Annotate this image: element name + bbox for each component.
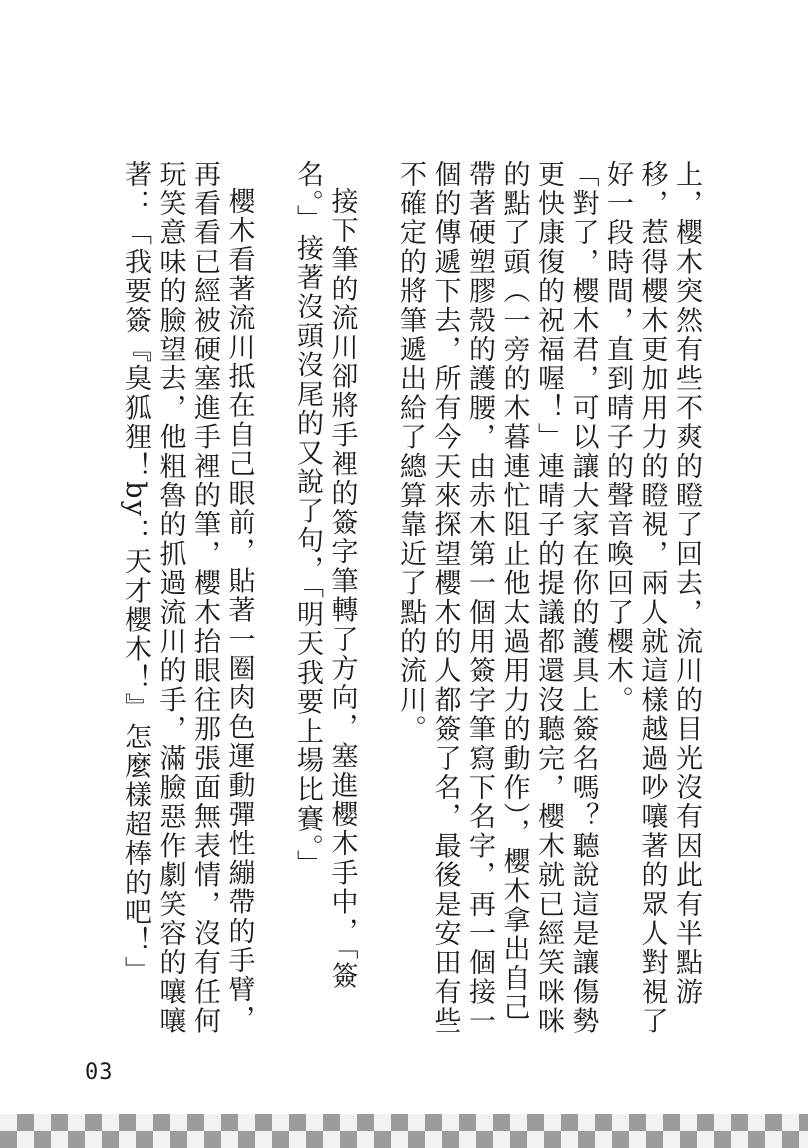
checker-square xyxy=(680,1114,697,1131)
checker-square xyxy=(561,1131,578,1148)
checker-square xyxy=(153,1131,170,1148)
page-number: 03 xyxy=(85,1060,114,1085)
checker-square xyxy=(646,1114,663,1131)
checker-square xyxy=(306,1114,323,1131)
checker-square xyxy=(68,1114,85,1131)
checker-square xyxy=(34,1114,51,1131)
checker-square xyxy=(663,1131,680,1148)
vertical-text-body xyxy=(118,160,704,1040)
checker-square xyxy=(799,1131,808,1148)
checker-square xyxy=(714,1114,731,1131)
checker-square xyxy=(289,1131,306,1148)
checker-square xyxy=(765,1131,782,1148)
checker-square xyxy=(0,1114,17,1131)
paragraph-3: 接下筆的流川卻將手裡的簽字筆轉了方向，塞進櫻木手中，「簽名。」接著沒頭沒尾的又說了句，「明天我要上場比賽。」 xyxy=(292,160,358,992)
checker-square xyxy=(17,1131,34,1148)
checker-square xyxy=(748,1114,765,1131)
checker-square xyxy=(527,1131,544,1148)
checker-square xyxy=(136,1114,153,1131)
checker-square xyxy=(119,1131,136,1148)
checker-square xyxy=(170,1114,187,1131)
checker-square xyxy=(782,1114,799,1131)
checker-square xyxy=(612,1114,629,1131)
checker-square xyxy=(459,1131,476,1148)
checker-square xyxy=(187,1131,204,1148)
checker-square xyxy=(493,1131,510,1148)
checker-square xyxy=(408,1114,425,1131)
checker-square xyxy=(51,1131,68,1148)
checker-square xyxy=(374,1114,391,1131)
checker-square xyxy=(323,1131,340,1148)
checker-square xyxy=(204,1114,221,1131)
checker-square xyxy=(731,1131,748,1148)
checker-square xyxy=(476,1114,493,1131)
checker-square xyxy=(578,1114,595,1131)
checker-square xyxy=(425,1131,442,1148)
checker-square xyxy=(391,1131,408,1148)
checker-square xyxy=(595,1131,612,1148)
checker-square xyxy=(272,1114,289,1131)
checker-square xyxy=(442,1114,459,1131)
checker-square xyxy=(544,1114,561,1131)
checker-square xyxy=(221,1131,238,1148)
checker-square xyxy=(510,1114,527,1131)
paragraph-4: 櫻木看著流川抵在自己眼前，貼著一圈肉色運動彈性繃帶的手臂，再看看已經被硬塞進手裡的筆，櫻木抬眼往那張面無表情，沒有任何玩笑意味的臉望去，他粗魯的抓過流川的手，滿臉惡作劇笑容的嚷嚷著：「我要簽『臭狐狸！by：天才櫻木！』怎麼樣超棒的吧！」 xyxy=(120,160,255,1036)
checker-square xyxy=(357,1131,374,1148)
checker-square xyxy=(629,1131,646,1148)
checker-square xyxy=(255,1131,272,1148)
checker-square xyxy=(697,1131,714,1148)
checker-square xyxy=(85,1131,102,1148)
paragraph-1: 上，櫻木突然有些不爽的瞪了回去，流川的目光沒有因此有半點游移，惹得櫻木更加用力的瞪視，兩人就這樣越過吵嚷著的眾人對視了好一段時間，直到晴子的聲音喚回了櫻木。 xyxy=(602,160,702,1036)
checker-square xyxy=(238,1114,255,1131)
checker-square xyxy=(102,1114,119,1131)
checkered-footer-band xyxy=(0,1114,808,1148)
paragraph-2: 「對了，櫻木君，可以讓大家在你的護具上簽名嗎？聽說這是讓傷勢更快康復的祝福喔！」連晴子的提議都還沒聽完，櫻木就已經笑咪咪的點了頭（一旁的木暮連忙阻止他太過用力的動作），櫻木拿出自己帶著硬塑膠殼的護腰，由赤木第一個用簽字筆寫下名字，再一個接一個的傳遞下去，所有今天來探望櫻木的人都簽了名，最後是安田有些不確定的將筆遞出給了總算靠近了點的流川。 xyxy=(395,160,599,1036)
checker-square xyxy=(340,1114,357,1131)
